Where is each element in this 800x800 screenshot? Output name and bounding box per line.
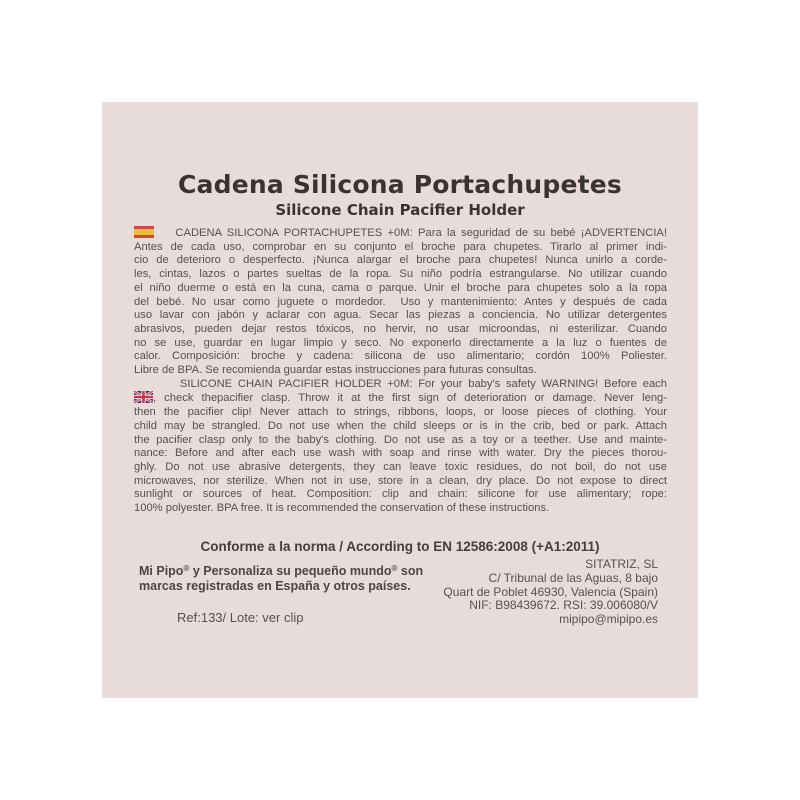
trademark-notice — [139, 561, 423, 594]
text-line: marcas registradas en España y otros países. — [139, 579, 411, 594]
text-line: del bebé. No usar como juguete o mordedor. Uso y mantenimiento: Antes y después de cada — [134, 295, 667, 308]
product-label-panel — [102, 102, 698, 698]
text-line: child may be strangled. Do not use when the child sleeps or is in the crib, bed or park. Attach — [134, 419, 667, 432]
reference-lot-number: Ref:133/ Lote: ver clip — [177, 610, 304, 625]
text-line: C/ Tribunal de las Aguas, 8 bajo — [488, 570, 658, 585]
text-line: no se use, guardar en lugar limpio y seco. No exponerlo directamente a la luz o fuentes de — [134, 336, 667, 349]
text-line: CADENA SILICONA PORTACHUPETES +0M: Para la seguridad de su bebé ¡ADVERTENCIA! — [134, 226, 667, 241]
text-line: , check thepacifier clasp. Throw it at the first sign of deterioration or damage. Never leng- — [134, 391, 667, 406]
text-line: SILICONE CHAIN PACIFIER HOLDER +0M: For your baby's safety WARNING! Before each — [134, 377, 667, 390]
product-subtitle: Silicone Chain Pacifier Holder — [275, 201, 525, 219]
product-title: Cadena Silicona Portachupetes — [177, 170, 623, 199]
text-line: Libre de BPA. Se recomienda guardar estas instrucciones para futuras consultas. — [134, 364, 537, 377]
text-line: Quart de Poblet 46930, Valencia (Spain) — [443, 584, 658, 599]
uk-flag-icon — [134, 391, 153, 403]
spain-flag-icon — [134, 226, 154, 238]
text-line: calor. Composición: broche y cadena: silicona de uso alimentario; cordón 100% Poliester. — [134, 350, 667, 363]
text-line: Mi Pipo® y Personaliza su pequeño mundo® son — [139, 564, 424, 578]
registered-trademark-symbol: ® — [391, 564, 398, 573]
warning-paragraphs — [134, 226, 667, 516]
compliance-statement: Conforme a la norma / According to EN 12586:2008 (+A1:2011) — [200, 539, 600, 554]
text-line: uso lavar con jabón y aclarar con agua. Secar las piezas a conciencia. No utilizar detergentes — [134, 309, 667, 322]
text-line: NIF: B98439672. RSI: 39.006080/V — [469, 598, 658, 613]
warning-text-english — [134, 378, 667, 516]
text-line: cio de deterioro o desperfecto. ¡Nunca alargar el broche para chupetes! Nunca unirlo a corde- — [134, 254, 667, 267]
warning-text-spanish — [134, 226, 667, 378]
text-line: abrasivos, pueden dejar restos tóxicos, no hervir, no usar microondas, ni esterilizar. Cuando — [134, 322, 667, 335]
text-line: nance: Before and after each use wash with soap and rinse with water. Dry the pieces thorou- — [134, 447, 667, 460]
company-address — [443, 558, 658, 627]
text-line: el niño duerme o está en la cuna, cama o parque. Unir el broche para chupetes solo a la ropa — [134, 281, 667, 294]
text-line: then the pacifier clip! Never attach to strings, ribbons, loops, or loose pieces of clothing. Your — [134, 406, 667, 419]
text-line: ghly. Do not use abrasive detergents, they can leave toxic residues, do not boil, do not use — [134, 460, 667, 473]
text-line: mipipo@mipipo.es — [559, 612, 658, 627]
text-line: microwaves, nor sterilize. When not in use, store in a clean, dry place. Do not expose to direct — [134, 474, 667, 487]
text-line: sunlight or sources of heat. Composition: clip and chain: silicone for use alimentary; rope: — [134, 488, 667, 501]
registered-trademark-symbol: ® — [183, 564, 190, 573]
text-line: 100% polyester. BPA free. It is recommended the conservation of these instructions. — [134, 502, 550, 515]
text-line: the pacifier clasp only to the baby's clothing. Do not use as a toy or a teether. Use and mainte- — [134, 433, 667, 446]
text-line: les, cintas, lazos o partes sueltas de la ropa. Su niño podría estrangularse. No utilizar cuando — [134, 268, 667, 281]
text-line: SITATRIZ, SL — [585, 557, 658, 571]
text-line: Antes de cada uso, comprobar en su conjunto el broche para chupetes. Tirarlo al primer indi- — [134, 240, 667, 253]
